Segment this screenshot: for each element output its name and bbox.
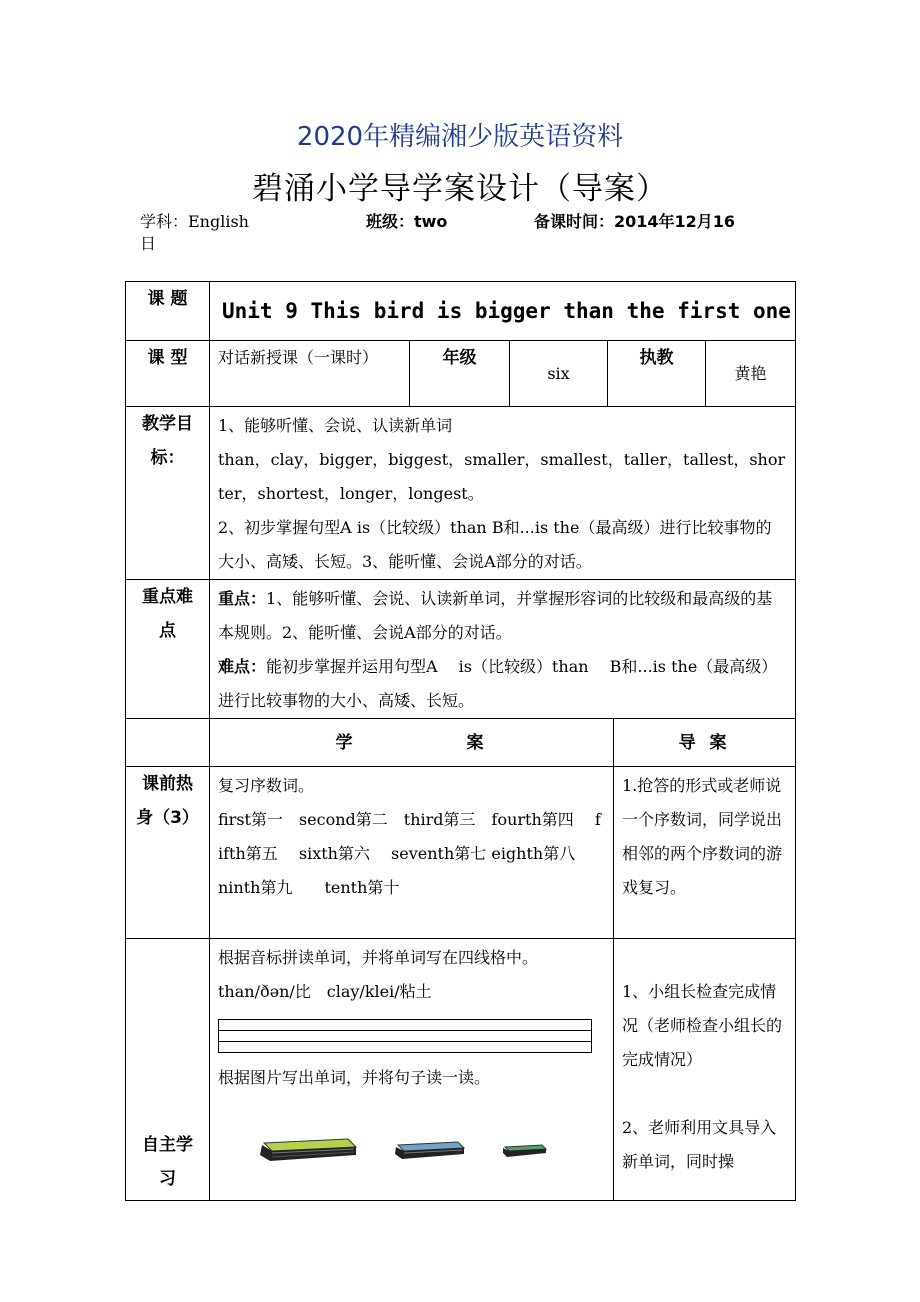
objectives-content <box>210 407 796 580</box>
self-study-guide <box>614 939 796 1201</box>
key-point-text: 1、能够听懂、会说、认读新单词，并掌握形容词的比较级和最高级的基本规则。2、能听懂、会说A部分的对话。 <box>218 589 773 642</box>
type-label: 课 型 <box>126 341 210 407</box>
lesson-plan-table <box>125 281 796 1201</box>
difficulty-label: 难点： <box>218 657 267 676</box>
class-field: 班级：two <box>366 212 448 231</box>
topic-value: Unit 9 This bird is bigger than the first one <box>222 299 791 323</box>
document-top-title: 2020年精编湘少版英语资料 <box>296 122 624 152</box>
prep-time-tail: 日 <box>140 234 157 253</box>
warmup-study <box>210 767 614 939</box>
medium-book-icon <box>394 1137 466 1161</box>
self-study-line-2: than/ðən/比 clay/klei/粘土 <box>218 982 432 1001</box>
document-main-title: 碧涌小学导学案设计（导案） <box>252 171 668 207</box>
study-column-header: 学 案 <box>335 732 488 753</box>
teacher-label: 执教 <box>608 341 706 407</box>
lesson-meta <box>140 211 780 255</box>
objective-line-1: 1、能够听懂、会说、认读新单词 <box>218 416 453 435</box>
key-points-label: 重点难点 <box>126 580 210 719</box>
warmup-guide: 1.抢答的形式或老师说一个序数词，同学说出相邻的两个序数词的游戏复习。 <box>614 767 796 939</box>
objective-line-2: than，clay，bigger，biggest，smaller，smallest，taller，tallest，shorter，shortest，longer，longest。 <box>218 450 786 503</box>
large-book-icon <box>258 1133 358 1163</box>
self-study-content <box>210 939 614 1201</box>
prep-time-field: 备课时间：2014年12月16 <box>534 212 736 231</box>
four-line-grid[interactable] <box>218 1019 592 1053</box>
warmup-label: 课前热身（3） <box>126 767 210 939</box>
topic-label: 课 题 <box>126 282 210 341</box>
small-book-icon <box>502 1141 548 1159</box>
objectives-label: 教学目标： <box>126 407 210 580</box>
self-study-guide-1: 1、小组长检查完成情况（老师检查小组长的完成情况） <box>622 982 783 1069</box>
key-points-content <box>210 580 796 719</box>
self-study-line-3: 根据图片写出单词，并将句子读一读。 <box>218 1068 491 1087</box>
difficulty-text: 能初步掌握并运用句型A is（比较级）than B和...is the（最高级）进行比较事物的大小、高矮、长短。 <box>218 657 778 710</box>
subject-field: 学科：English <box>140 212 249 231</box>
key-point-label: 重点： <box>218 589 267 608</box>
teacher-value: 黄艳 <box>706 341 796 407</box>
self-study-guide-2: 2、老师利用文具导入新单词，同时操 <box>622 1118 777 1171</box>
warmup-study-line-2: first第一 second第二 third第三 fourth第四 fifth第五 sixth第六 seventh第七 eighth第八 ninth第九 tenth第十 <box>218 810 601 897</box>
warmup-study-line-1: 复习序数词。 <box>218 776 315 795</box>
self-study-line-1: 根据音标拼读单词，并将单词写在四线格中。 <box>218 948 539 967</box>
grade-label: 年级 <box>410 341 510 407</box>
self-study-label: 自主学习 <box>126 939 210 1201</box>
grade-value: six <box>510 341 608 407</box>
column-header-blank <box>126 719 210 767</box>
type-value: 对话新授课（一课时） <box>210 341 410 407</box>
book-pictures <box>218 1095 605 1165</box>
guide-column-header: 导 案 <box>614 719 796 767</box>
objective-line-3: 2、初步掌握句型A is（比较级）than B和...is the（最高级）进行比较事物的大小、高矮、长短。3、能听懂、会说A部分的对话。 <box>218 518 772 571</box>
